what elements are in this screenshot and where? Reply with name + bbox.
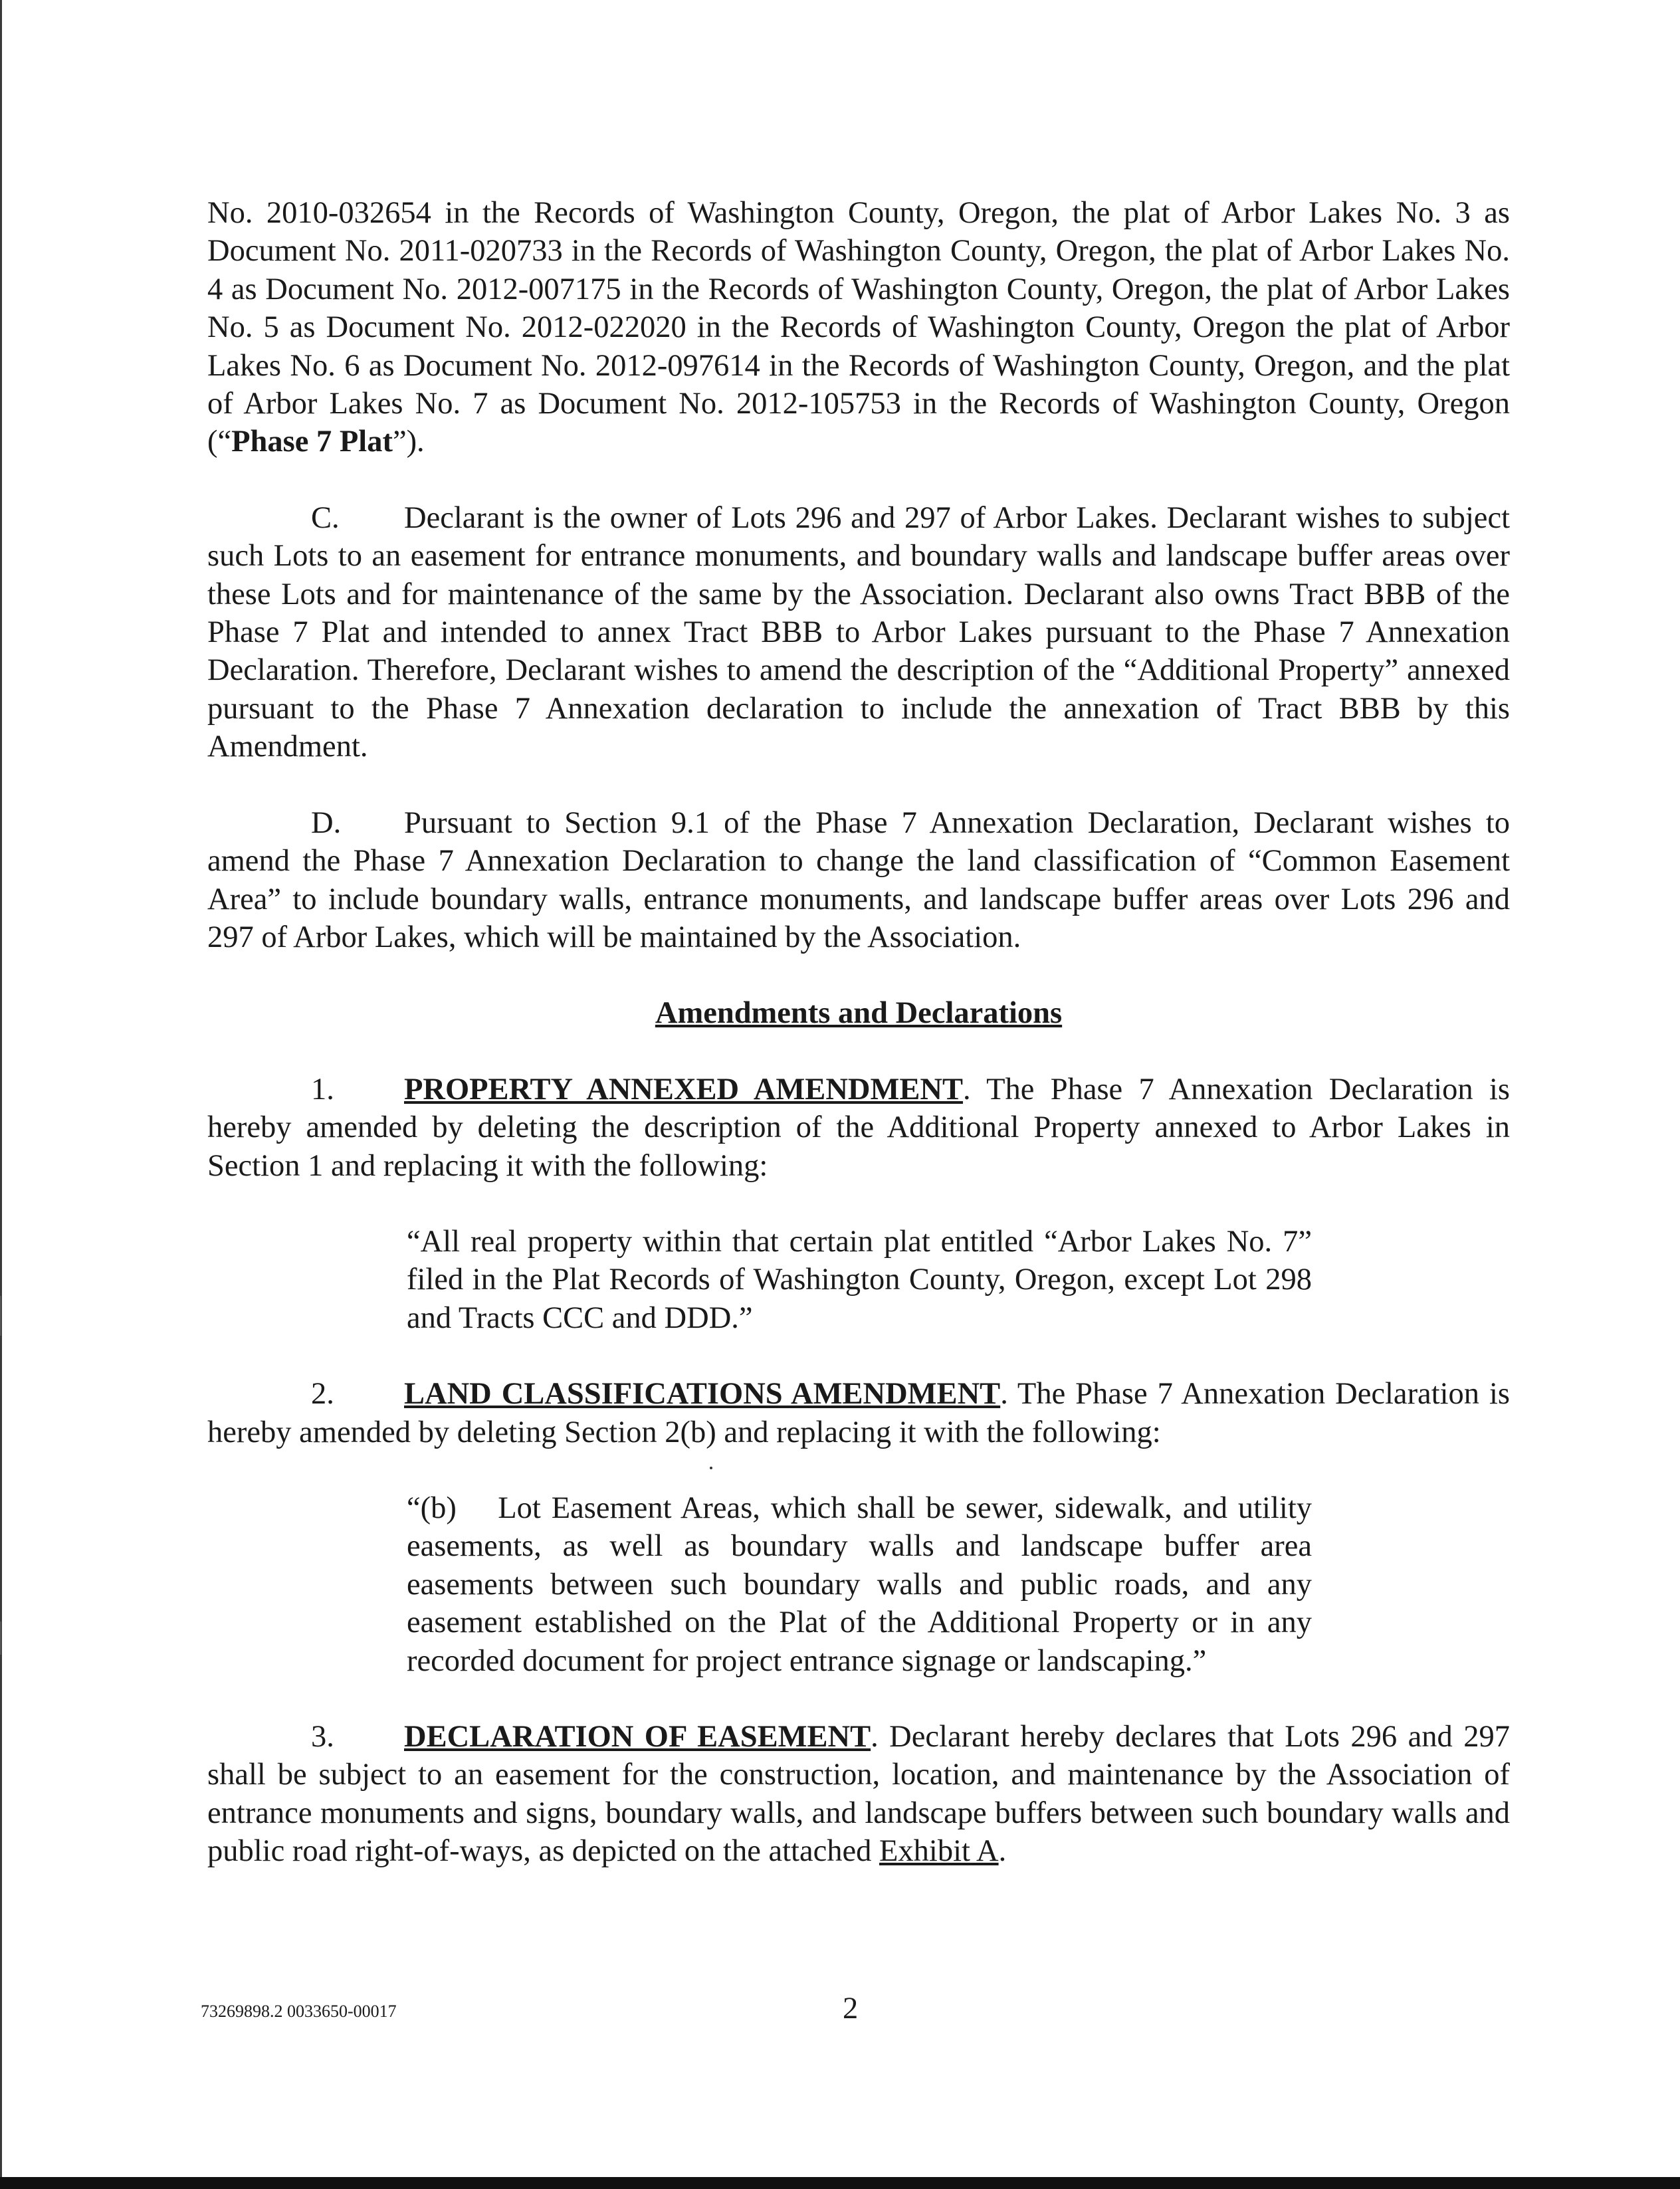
exhibit-a-reference: Exhibit A (879, 1834, 999, 1869)
scan-left-edge (0, 0, 2, 2189)
recital-c (207, 499, 1510, 766)
section-number: 2. (311, 1377, 334, 1411)
recital-label: C. (311, 500, 340, 535)
recital-text: Declarant is the owner of Lots 296 and 297 of Arbor Lakes. Declarant wishes to subject such Lots to an easement for entrance monuments, and boundary walls and landscape buffer areas over these Lots and for maintenance of the same by the Association. Declarant also owns Tract BBB of the Phase 7 Plat and intended to annex Tract BBB to Arbor Lakes pursuant to the Phase 7 Annexation Declaration. Therefore, Declarant wishes to amend the description of the “Additional Property” annexed pursuant to the Phase 7 Annexation declaration to include the annexation of Tract BBB by this Amendment. (207, 500, 1510, 764)
page-number: 2 (843, 1992, 859, 2026)
section-title: LAND CLASSIFICATIONS AMENDMENT (404, 1377, 1001, 1411)
section-number: 1. (311, 1072, 334, 1106)
scan-edge-mark (0, 1621, 1, 1655)
section-text: . The Phase 7 Annexation Declaration is hereby amended by deleting the description of the Additional Property annexed to Arbor Lakes in Section 1 and replacing it with the following: (207, 1072, 1510, 1183)
recital-label: D. (311, 805, 342, 840)
section-1-quote: “All real property within that certain plat entitled “Arbor Lakes No. 7” filed in the Plat Records of Washington County, Oregon, except Lot 298 and Tracts CCC and DDD.” (407, 1224, 1312, 1335)
intro-text: No. 2010-032654 in the Records of Washington County, Oregon, the plat of Arbor Lakes No. 3 as Document No. 2011-020733 in the Records of Washington County, Oregon, the plat of Arbor Lakes No. 4 as Document No. 2012-007175 in the Records of Washington County, Oregon, the plat of Arbor Lakes No. 5 as Document No. 2012-022020 in the Records of Washington County, Oregon the plat of Arbor Lakes No. 6 as Document No. 2012-097614 in the Records of Washington County, Oregon, and the plat of Arbor Lakes No. 7 as Document No. 2012-105753 in the Records of Washington County, Oregon (“ (207, 196, 1510, 459)
section-2-quote: “(b) Lot Easement Areas, which shall be sewer, sidewalk, and utility easements, as well as boundary walls and landscape buffer area easements between such boundary walls and public roads, and any easement established on the Plat of the Additional Property or in any recorded document for project entrance signage or landscaping.” (407, 1491, 1312, 1678)
intro-paragraph (207, 194, 1510, 461)
section-text: . The Phase 7 Annexation Declaration is hereby amended by deleting Section 2(b) and replacing it with the following: (207, 1377, 1510, 1449)
section-title: DECLARATION OF EASEMENT (404, 1720, 871, 1754)
section-text-end: . (998, 1834, 1007, 1869)
section-1 (207, 1071, 1510, 1185)
section-title: PROPERTY ANNEXED AMENDMENT (404, 1072, 963, 1106)
scan-edge-mark (0, 1296, 1, 1336)
scan-bottom-edge (0, 2177, 1680, 2189)
section-heading: Amendments and Declarations (655, 996, 1063, 1031)
phase-7-plat-term: Phase 7 Plat (231, 425, 393, 459)
section-3 (207, 1718, 1510, 1871)
section-number: 3. (311, 1720, 334, 1754)
section-text: . Declarant hereby declares that Lots 296 and 297 shall be subject to an easement for the construction, location, and maintenance by the Association of entrance monuments and signs, boundary walls, and landscape buffers between such boundary walls and public road right-of-ways, as depicted on the attached (207, 1720, 1510, 1869)
section-2 (207, 1375, 1510, 1451)
document-id: 73269898.2 0033650-00017 (201, 2002, 397, 2021)
recital-text: Pursuant to Section 9.1 of the Phase 7 Annexation Declaration, Declarant wishes to amend the Phase 7 Annexation Declaration to change the land classification of “Common Easement Area” to include boundary walls, entrance monuments, and landscape buffer areas over Lots 296 and 297 of Arbor Lakes, which will be maintained by the Association. (207, 805, 1510, 954)
recital-d (207, 804, 1510, 957)
intro-text-end: ”). (392, 425, 425, 459)
document-body (207, 194, 1510, 1871)
